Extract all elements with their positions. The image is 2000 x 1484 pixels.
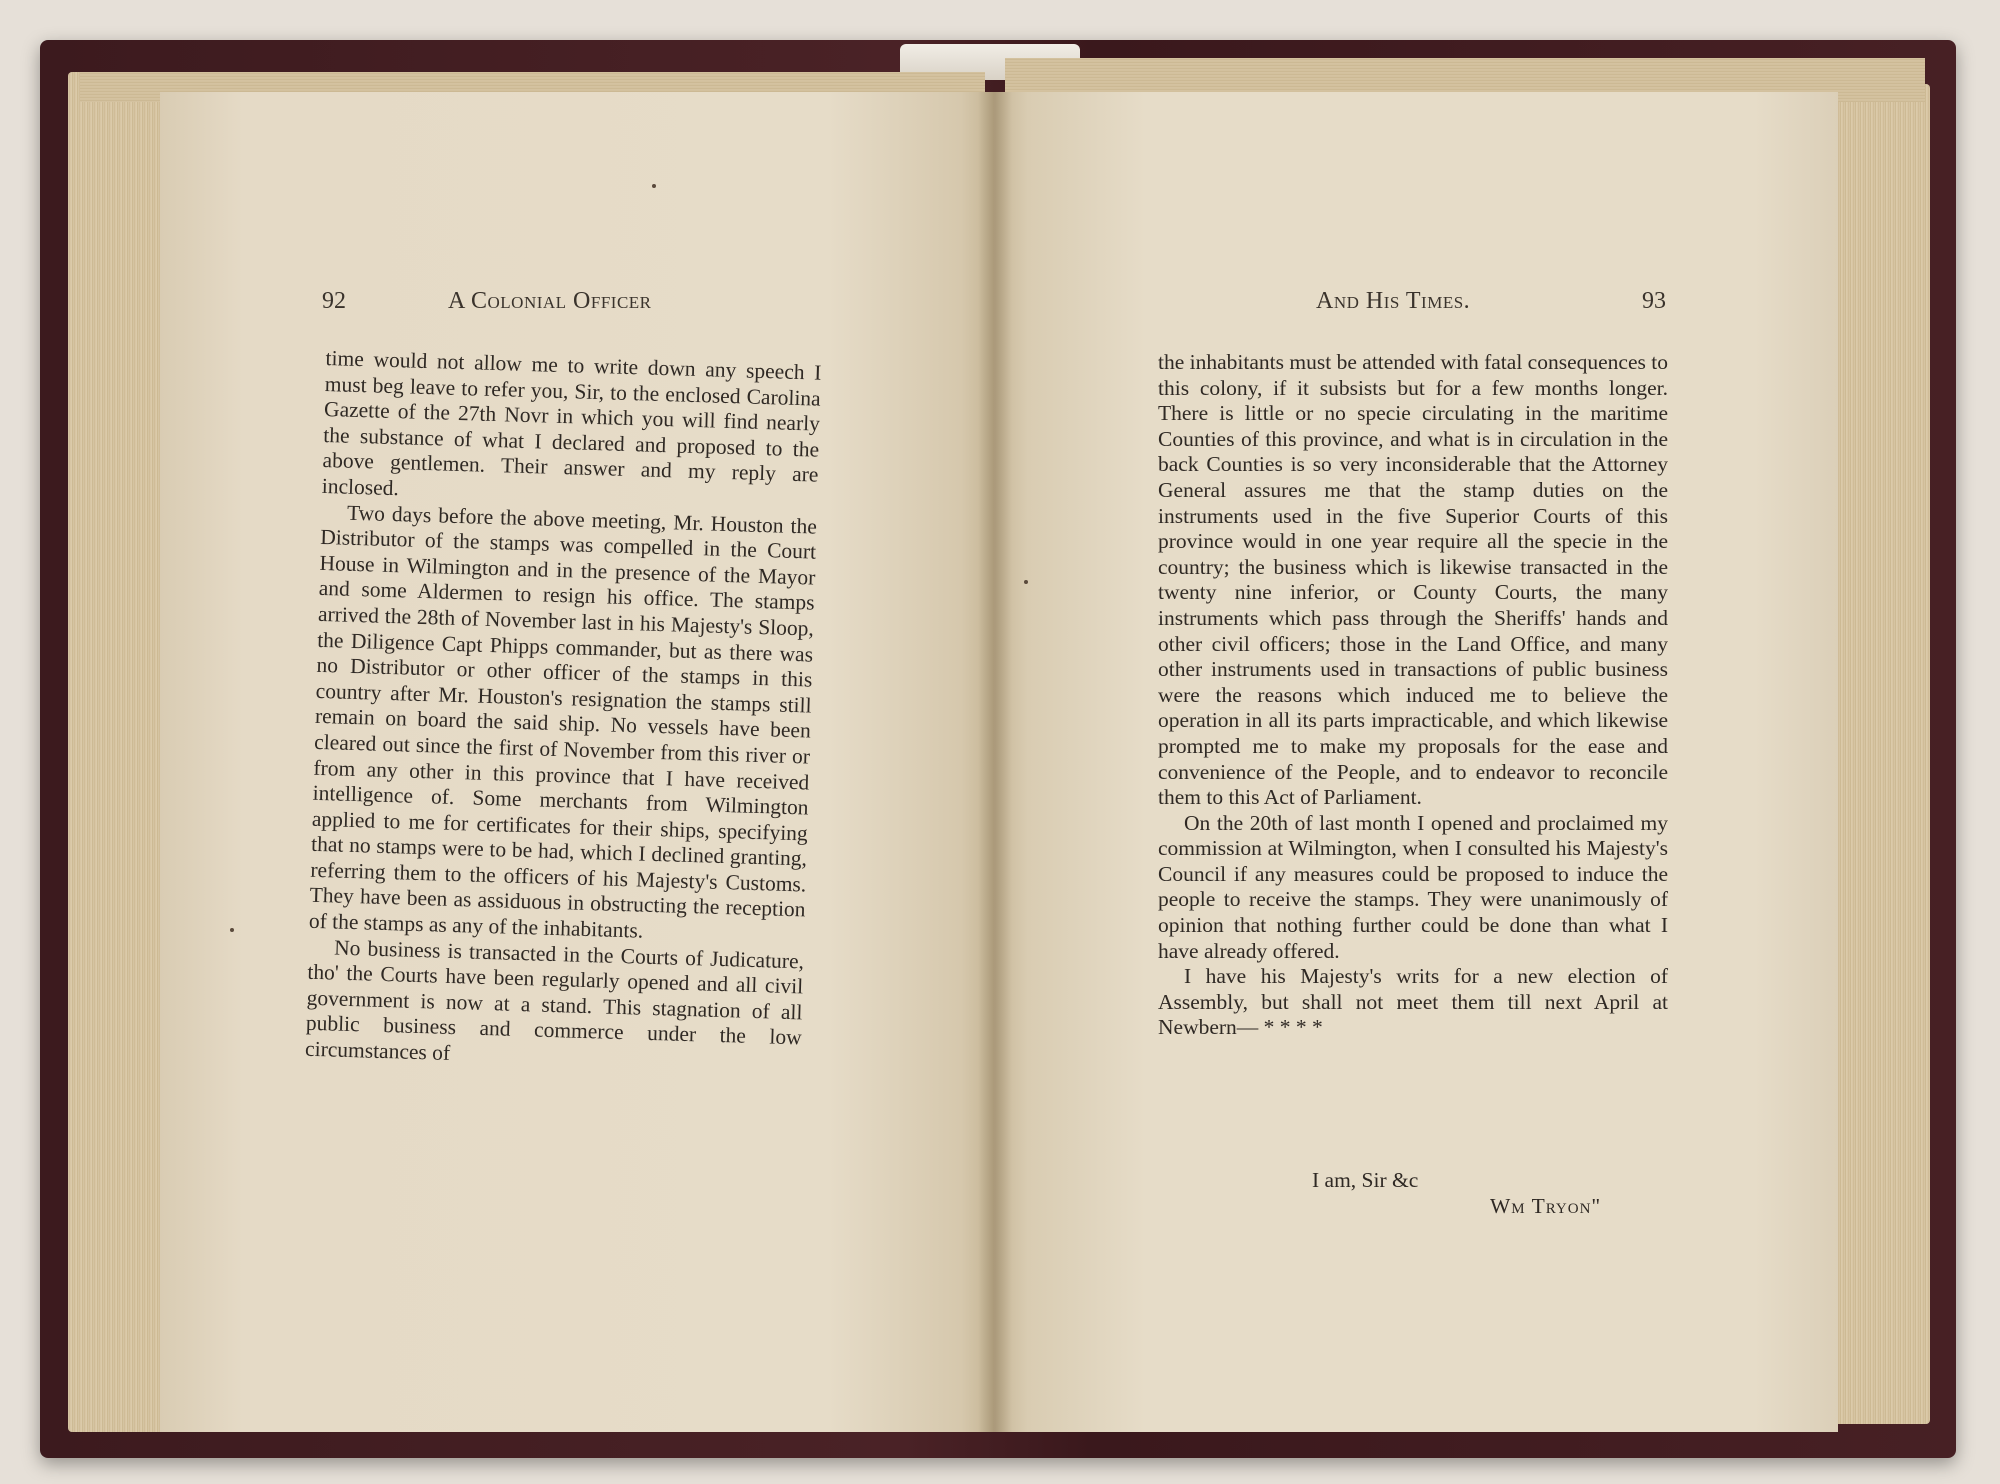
left-paragraph-1: time would not allow me to write down any speech I must beg leave to refer you, Sir, to the enclosed Carolina Gazette of the 27th Novr in which you will find nearly the substance of what I declared and proposed to the above gentlemen. Their answer and my reply are inclosed.	[321, 346, 822, 501]
page-edges-right	[1830, 84, 1930, 1424]
letter-closing: I am, Sir &c	[1312, 1168, 1419, 1192]
left-page-body	[305, 346, 822, 1077]
letter-signature: Wm Tryon"	[1490, 1194, 1602, 1218]
right-page-number: 93	[1642, 288, 1666, 314]
paper-speck	[230, 928, 234, 932]
right-paragraph-2: On the 20th of last month I opened and proclaimed my commission at Wilmington, when I consulted his Majesty's Council if any measures could be proposed to induce the people to receive the stamps. They were unanimously of opinion that nothing further could be done than what I have already offered.	[1158, 810, 1668, 963]
paper-speck	[1024, 580, 1028, 584]
left-paragraph-3: No business is transacted in the Courts of Judicature, tho' the Courts have been regularly opened and all civil government is now at a stand. This stagnation of all public business and commerce under the low circumstances of	[304, 935, 805, 1066]
right-paragraph-3: I have his Majesty's writs for a new election of Assembly, but shall not meet them till next April at Newbern— * * * *	[1158, 964, 1668, 1040]
left-running-head: A Colonial Officer	[448, 288, 652, 314]
right-paragraph-1: the inhabitants must be attended with fatal consequences to this colony, if it subsists but for a few months longer. There is little or no specie circulating in the maritime Counties of this province, and what is in circulation in the back Counties is so very inconsiderable that the Attorney General assures me that the stamp duties on the instruments used in the five Superior Courts of this province would in one year require all the specie in the country; the business which is likewise transacted in the twenty nine inferior, or County Courts, the many instruments which pass through the Sheriffs' hands and other civil officers; those in the Land Office, and many other instruments used in transactions of public business were the reasons which induced me to believe the operation in all its parts impracticable, and which likewise prompted me to make my proposals for the ease and convenience of the People, and to endeavor to reconcile them to this Act of Parliament.	[1158, 350, 1668, 810]
gutter-shadow	[978, 92, 1012, 1432]
right-running-head: And His Times.	[1316, 288, 1471, 314]
paper-speck	[652, 184, 656, 188]
right-page-body	[1158, 350, 1668, 1041]
left-paragraph-2: Two days before the above meeting, Mr. Houston the Distributor of the stamps was compelled in the Court House in Wilmington and in the presence of the Mayor and some Aldermen to resign his office. The stamps arrived the 28th of November last in his Majesty's Sloop, the Diligence Capt Phipps commander, but as there was no Distributor or other officer of the stamps in this country after Mr. Houston's resignation the stamps still remain on board the said ship. No vessels have been cleared out since the first of November from this river or from any other in this province that I have received intelligence of. Some merchants from Wilmington applied to me for certificates for their ships, specifying that no stamps were to be had, which I declined granting, referring them to the officers of his Majesty's Customs. They have been as assiduous in obstructing the reception of the stamps as any of the inhabitants.	[308, 500, 818, 943]
page-edges-left	[68, 72, 168, 1432]
left-page-number: 92	[322, 288, 346, 314]
